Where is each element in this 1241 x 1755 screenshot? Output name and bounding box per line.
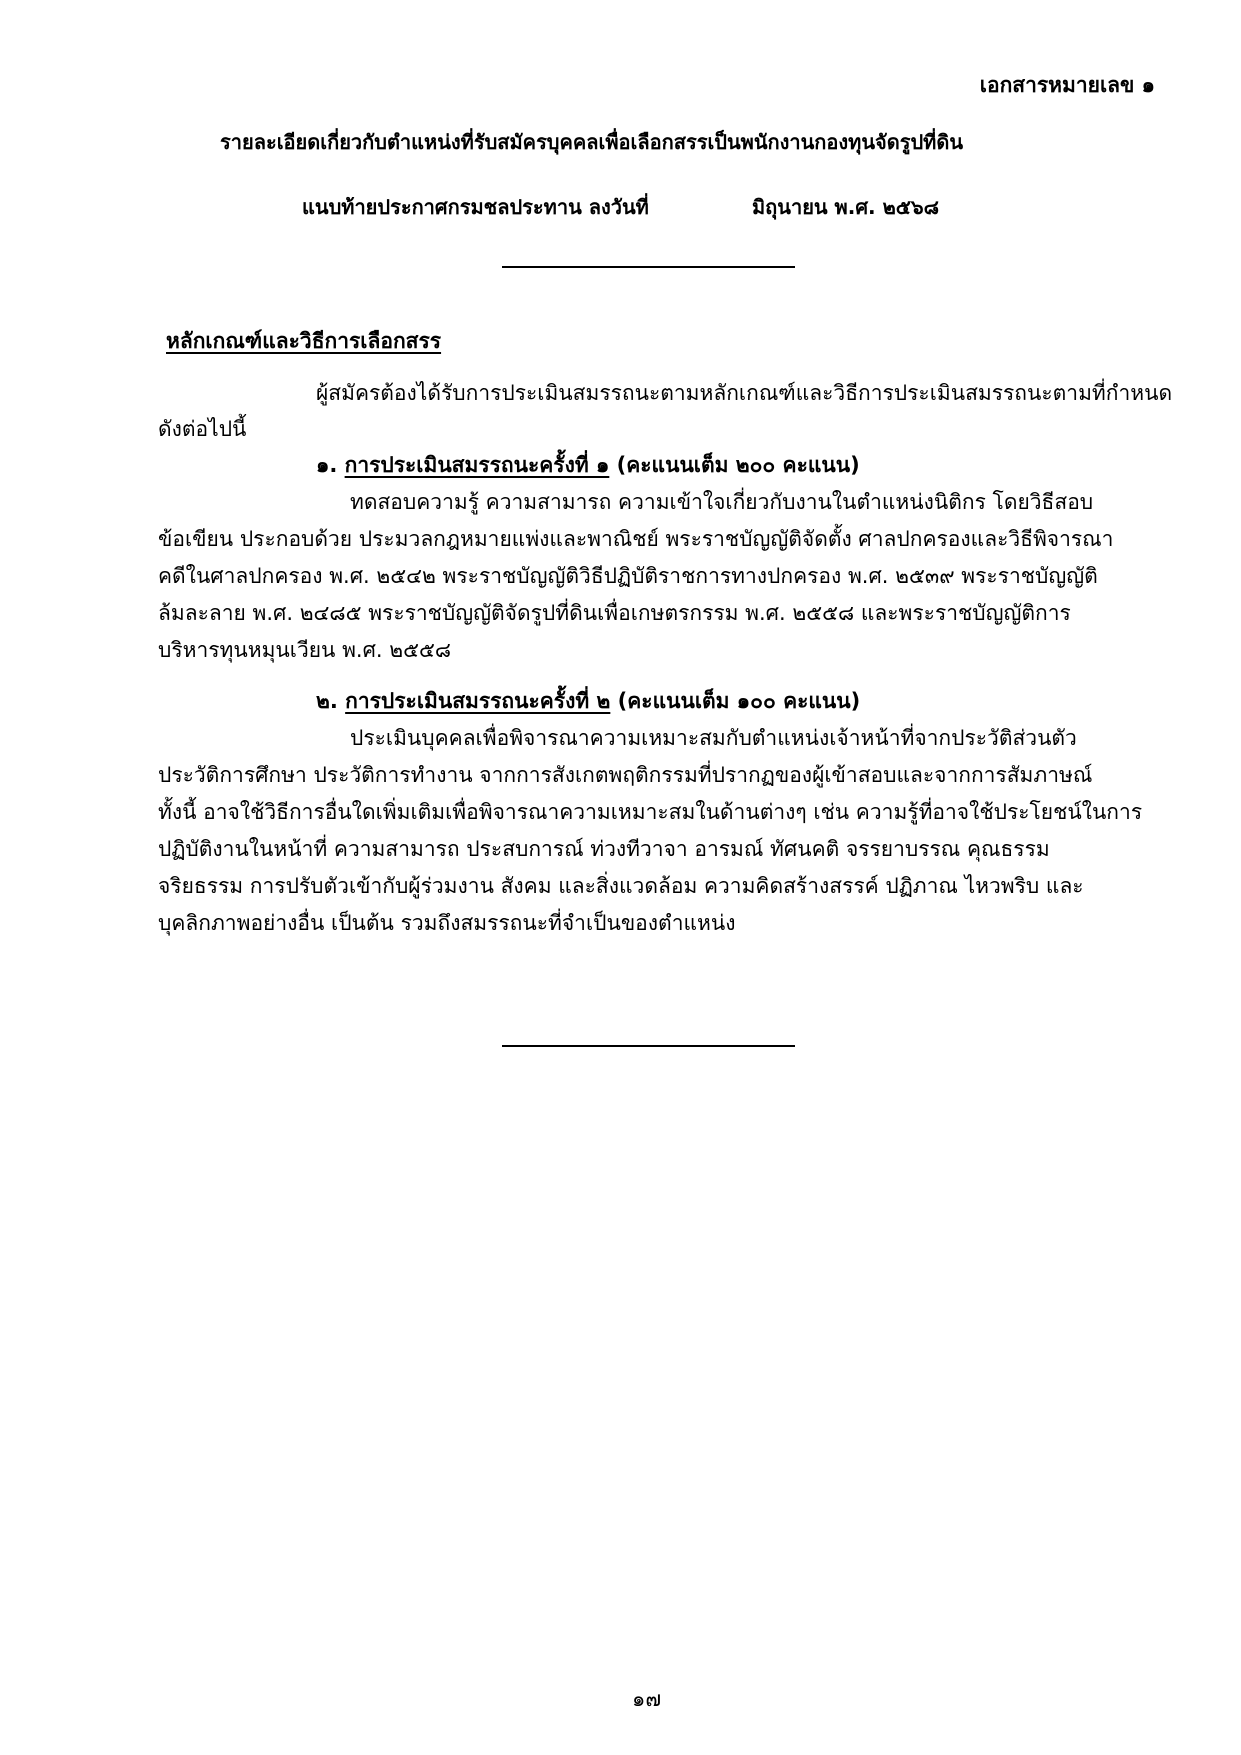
item1-line: ข้อเขียน ประกอบด้วย ประมวลกฎหมายแพ่งและพาณิชย์ พระราชบัญญัติจัดตั้ง ศาลปกครองและวิธีพิจารณา [158, 527, 1114, 551]
item1-score: (คะแนนเต็ม ๒๐๐ คะแนน) [616, 453, 860, 477]
document-subtitle-right: มิถุนายน พ.ศ. ๒๕๖๘ [752, 195, 940, 219]
item2-title: การประเมินสมรรถนะครั้งที่ ๒ [345, 689, 611, 713]
document-subtitle-left: แนบท้ายประกาศกรมชลประทาน ลงวันที่ [302, 195, 649, 219]
section-heading: หลักเกณฑ์และวิธีการเลือกสรร [166, 329, 442, 353]
item1-line: ทดสอบความรู้ ความสามารถ ความเข้าใจเกี่ยวกับงานในตำแหน่งนิติกร โดยวิธีสอบ [350, 490, 1094, 514]
item1-title: การประเมินสมรรถนะครั้งที่ ๑ [344, 453, 610, 477]
item2-heading [316, 686, 860, 716]
top-divider [502, 266, 795, 268]
item1-number: ๑. [316, 453, 338, 477]
intro-line: ดังต่อไปนี้ [158, 417, 247, 441]
item2-line: บุคลิกภาพอย่างอื่น เป็นต้น รวมถึงสมรรถนะที่จำเป็นของตำแหน่ง [158, 911, 736, 935]
document-number: เอกสารหมายเลข ๑ [979, 73, 1155, 97]
item2-line: ประเมินบุคคลเพื่อพิจารณาความเหมาะสมกับตำแหน่งเจ้าหน้าที่จากประวัติส่วนตัว [350, 726, 1077, 750]
bottom-divider [502, 1045, 795, 1047]
item1-line: ล้มละลาย พ.ศ. ๒๔๘๕ พระราชบัญญัติจัดรูปที่ดินเพื่อเกษตรกรรม พ.ศ. ๒๕๕๘ และพระราชบัญญัติการ [158, 601, 1071, 625]
item2-line: จริยธรรม การปรับตัวเข้ากับผู้ร่วมงาน สังคม และสิ่งแวดล้อม ความคิดสร้างสรรค์ ปฏิภาณ ไหวพริบ และ [158, 874, 1084, 898]
item1-heading [316, 450, 860, 480]
item2-number: ๒. [316, 689, 338, 713]
item1-line: คดีในศาลปกครอง พ.ศ. ๒๕๔๒ พระราชบัญญัติวิธีปฏิบัติราชการทางปกครอง พ.ศ. ๒๕๓๙ พระราชบัญญัติ [158, 564, 1098, 588]
item2-line: ปฏิบัติงานในหน้าที่ ความสามารถ ประสบการณ์ ท่วงทีวาจา อารมณ์ ทัศนคติ จรรยาบรรณ คุณธรรม [158, 837, 1050, 861]
item2-score: (คะแนนเต็ม ๑๐๐ คะแนน) [617, 689, 861, 713]
item1-line: บริหารทุนหมุนเวียน พ.ศ. ๒๕๕๘ [158, 638, 452, 662]
intro-line: ผู้สมัครต้องได้รับการประเมินสมรรถนะตามหลักเกณฑ์และวิธีการประเมินสมรรถนะตามที่กำหนด [316, 381, 1173, 405]
page-number: ๑๗ [632, 1687, 662, 1711]
item2-line: ประวัติการศึกษา ประวัติการทำงาน จากการสังเกตพฤติกรรมที่ปรากฏของผู้เข้าสอบและจากการสัมภาษณ์ [158, 763, 1093, 787]
item2-line: ทั้งนี้ อาจใช้วิธีการอื่นใดเพิ่มเติมเพื่อพิจารณาความเหมาะสมในด้านต่างๆ เช่น ความรู้ที่อาจใช้ประโยชน์ในการ [158, 800, 1143, 824]
document-title: รายละเอียดเกี่ยวกับตำแหน่งที่รับสมัครบุคคลเพื่อเลือกสรรเป็นพนักงานกองทุนจัดรูปที่ดิน [220, 130, 964, 154]
